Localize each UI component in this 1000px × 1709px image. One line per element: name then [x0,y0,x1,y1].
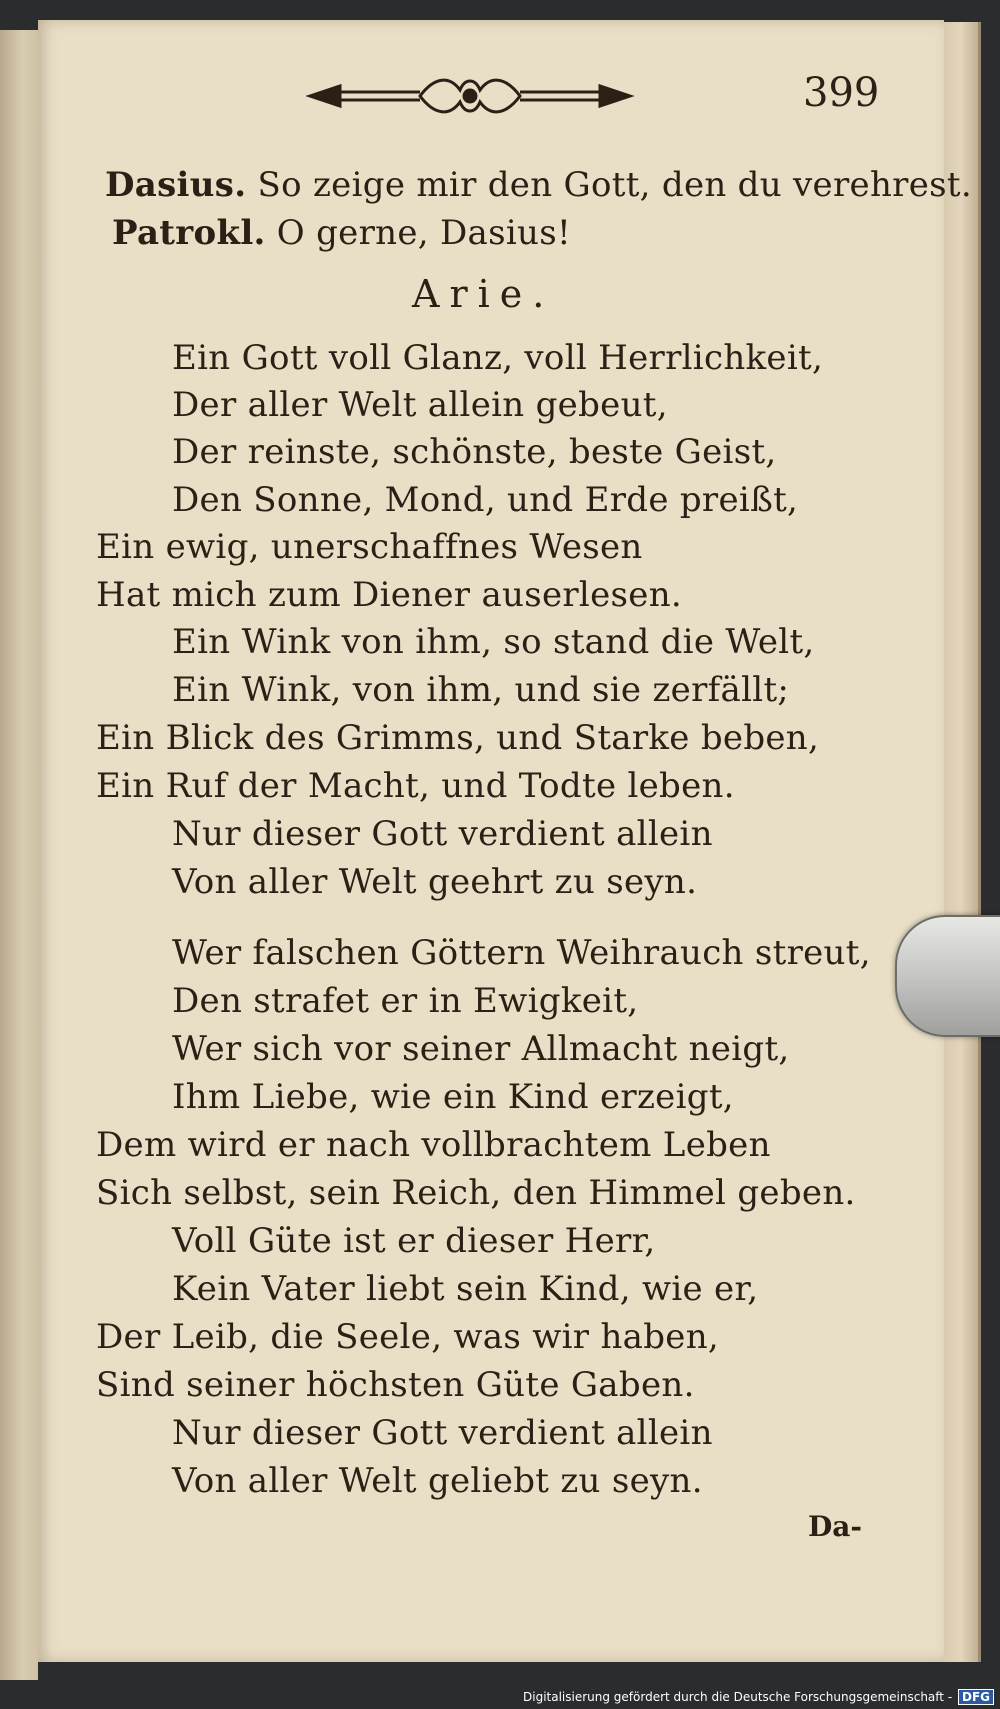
verse-line: Der aller Welt allein gebeut, [172,385,668,425]
verse-line: Den strafet er in Ewigkeit, [172,981,639,1021]
verse-line: Ihm Liebe, wie ein Kind erzeigt, [172,1077,734,1117]
verse-line: Sind seiner höchsten Güte Gaben. [96,1365,695,1405]
speech-text: So zeige mir den Gott, den du verehrest. [246,165,972,205]
dfg-logo: DFG [958,1689,994,1705]
catchword: Da- [808,1510,863,1543]
verse-line: Der Leib, die Seele, was wir haben, [96,1317,720,1357]
digitization-credit [523,1689,994,1705]
verse-line: Hat mich zum Diener auserlesen. [96,575,683,615]
verse-line: Von aller Welt geliebt zu seyn. [172,1461,703,1501]
verse-line: Nur dieser Gott verdient allein [172,1413,713,1453]
verse-line: Ein Gott voll Glanz, voll Herrlichkeit, [172,338,824,378]
ornament-icon [300,68,640,124]
verse-line: Voll Güte ist er dieser Herr, [172,1221,656,1261]
verse-line: Ein Blick des Grimms, und Starke beben, [96,718,820,758]
page-number: 399 [803,70,880,116]
speech-text: O gerne, Dasius! [265,213,571,253]
verse-line: Ein ewig, unerschaffnes Wesen [96,527,643,567]
verse-line: Ein Wink, von ihm, und sie zerfällt; [172,670,790,710]
book-left-page-edge [0,30,38,1680]
verse-line: Von aller Welt geehrt zu seyn. [172,862,698,902]
speaker-name: Patrokl. [112,213,266,253]
verse-line: Wer sich vor seiner Allmacht neigt, [172,1029,790,1069]
verse-line: Der reinste, schönste, beste Geist, [172,432,777,472]
page-clip [895,915,1000,1037]
speech-line [105,165,972,205]
verse-line: Sich selbst, sein Reich, den Himmel geben. [96,1173,856,1213]
section-heading: Arie. [412,272,555,316]
verse-line: Kein Vater liebt sein Kind, wie er, [172,1269,759,1309]
book-page-stack-edge [944,22,981,1662]
speech-line [112,213,571,253]
speaker-name: Dasius. [105,165,247,205]
verse-line: Nur dieser Gott verdient allein [172,814,713,854]
verse-line: Ein Ruf der Macht, und Todte leben. [96,766,735,806]
verse-line: Wer falschen Göttern Weihrauch streut, [172,933,871,973]
verse-line: Dem wird er nach vollbrachtem Leben [96,1125,771,1165]
verse-line: Ein Wink von ihm, so stand die Welt, [172,622,815,662]
credit-text: Digitalisierung gefördert durch die Deutsche Forschungsgemeinschaft - [523,1690,953,1704]
verse-line: Den Sonne, Mond, und Erde preißt, [172,480,799,520]
